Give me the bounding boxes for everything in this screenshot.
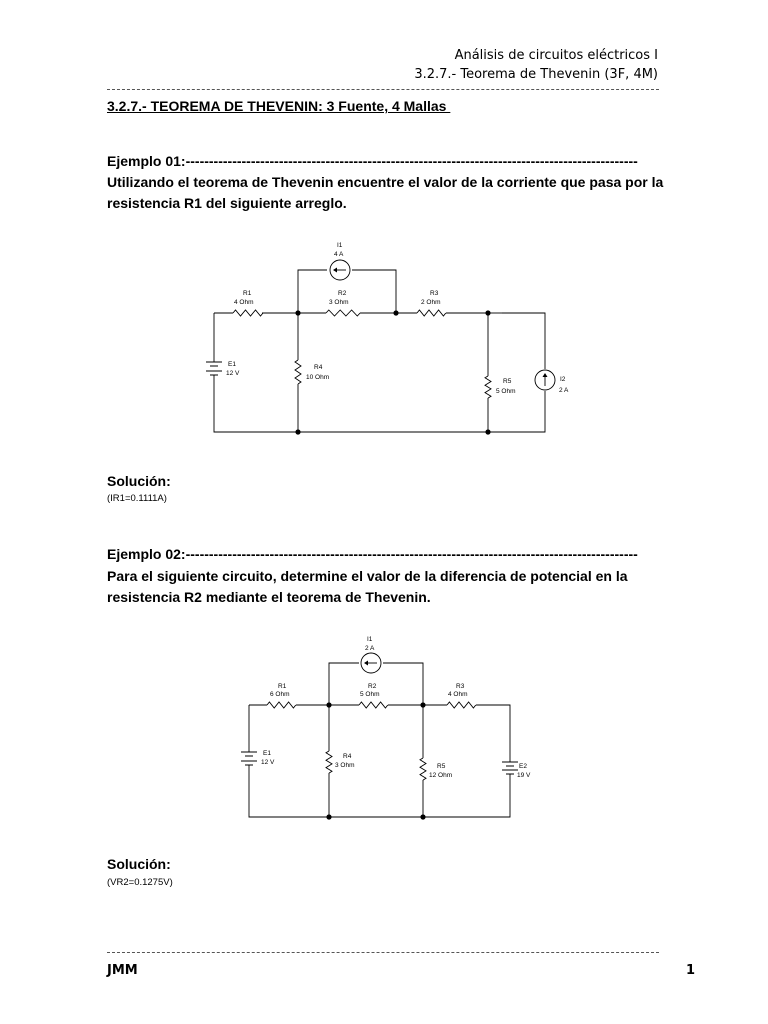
circuit2-r5-value: 12 Ohm [429,772,453,779]
circuit2-e2-value: 19 V [517,772,531,779]
circuit2-e2-name: E2 [519,763,527,770]
circuit2-wires [249,663,510,817]
circuit1-node [295,429,300,434]
circuit1-node [485,310,490,315]
circuit2-r3-name: R3 [456,683,465,690]
circuit1-i2-name: I2 [560,376,566,383]
circuit1-r5-symbol [485,376,491,398]
circuit2-current-source-i1 [361,653,381,673]
example2-answer: (VR2=0.1275V) [107,877,173,888]
circuit1-i1-name: I1 [337,242,343,249]
circuit2-r3-symbol [447,702,476,708]
circuit1-r4-name: R4 [314,364,323,371]
section-title: 3.2.7.- TEOREMA DE THEVENIN: 3 Fuente, 4 Mallas [107,98,451,114]
circuit2-r5-name: R5 [437,763,446,770]
example2-heading: Ejemplo 02:------------------------------------------------------------------------------------------------- [107,546,638,562]
circuit1-current-source-i2 [535,370,555,390]
circuit2-r2-name: R2 [368,683,377,690]
circuit1-r5-value: 5 Ohm [496,388,516,395]
circuit2-r5-symbol [420,758,426,780]
circuit2-r4-symbol [326,751,332,773]
circuit2-battery-e1 [241,745,257,772]
circuit2-r2-symbol [359,702,388,708]
circuit2-battery-e2 [502,757,518,777]
example1-prompt: Utilizando el teorema de Thevenin encuentre el valor de la corriente que pasa por la resistencia R1 del siguiente arreglo. [107,174,664,211]
circuit1-node [393,310,398,315]
circuit1-i2-value: 2 A [559,387,569,394]
circuit1-r2-name: R2 [338,290,347,297]
example1-heading: Ejemplo 01:------------------------------------------------------------------------------------------------- [107,153,638,169]
header-course-title: Análisis de circuitos eléctricos I [454,48,658,63]
footer-divider [107,952,659,953]
circuit2-i1-value: 2 A [365,645,375,652]
footer-author: JMM [107,963,138,978]
circuit1-e1-value: 12 V [226,370,240,377]
circuit2-r4-value: 3 Ohm [335,762,355,769]
circuit1-battery-e1 [206,355,222,383]
circuit2-r1-name: R1 [278,683,287,690]
circuit1-current-source-i1 [330,260,350,280]
circuit2-r2-value: 5 Ohm [360,691,380,698]
example2-prompt: Para el siguiente circuito, determine el valor de la diferencia de potencial en la resistencia R2 mediante el teorema de Thevenin. [107,568,628,605]
circuit2-e1-value: 12 V [261,759,275,766]
circuit1-wires [214,270,545,432]
example1-solution-label: Solución: [107,473,171,489]
circuit2-r1-value: 6 Ohm [270,691,290,698]
circuit1-r3-symbol [417,310,446,316]
circuit1-e1-name: E1 [228,361,236,368]
circuit1-r2-symbol [326,310,360,316]
example1-answer: (IR1=0.1111A) [107,493,167,504]
circuit1-r5-name: R5 [503,378,512,385]
circuit2-r3-value: 4 Ohm [448,691,468,698]
circuit1-r3-value: 2 Ohm [421,299,441,306]
circuit1-r3-name: R3 [430,290,439,297]
circuit1-node [485,429,490,434]
circuit1-r4-symbol [295,360,301,384]
header-section-title: 3.2.7.- Teorema de Thevenin (3F, 4M) [414,67,658,82]
circuit1-r2-value: 3 Ohm [329,299,349,306]
circuit1-r1-name: R1 [243,290,252,297]
circuit2-node [326,814,331,819]
circuit1-node [295,310,300,315]
circuit2-r4-name: R4 [343,753,352,760]
circuit1-i1-value: 4 A [334,251,344,258]
circuit2-r1-symbol [267,702,296,708]
circuit2-i1-name: I1 [367,636,373,643]
circuit2-node [420,814,425,819]
circuit1-r1-value: 4 Ohm [234,299,254,306]
page-number: 1 [686,963,696,978]
circuit2-node [326,702,331,707]
circuit2-e1-name: E1 [263,750,271,757]
circuit1-r1-symbol [233,310,263,316]
example2-solution-label: Solución: [107,856,171,872]
circuit2-node [420,702,425,707]
circuit1-r4-value: 10 Ohm [306,374,330,381]
